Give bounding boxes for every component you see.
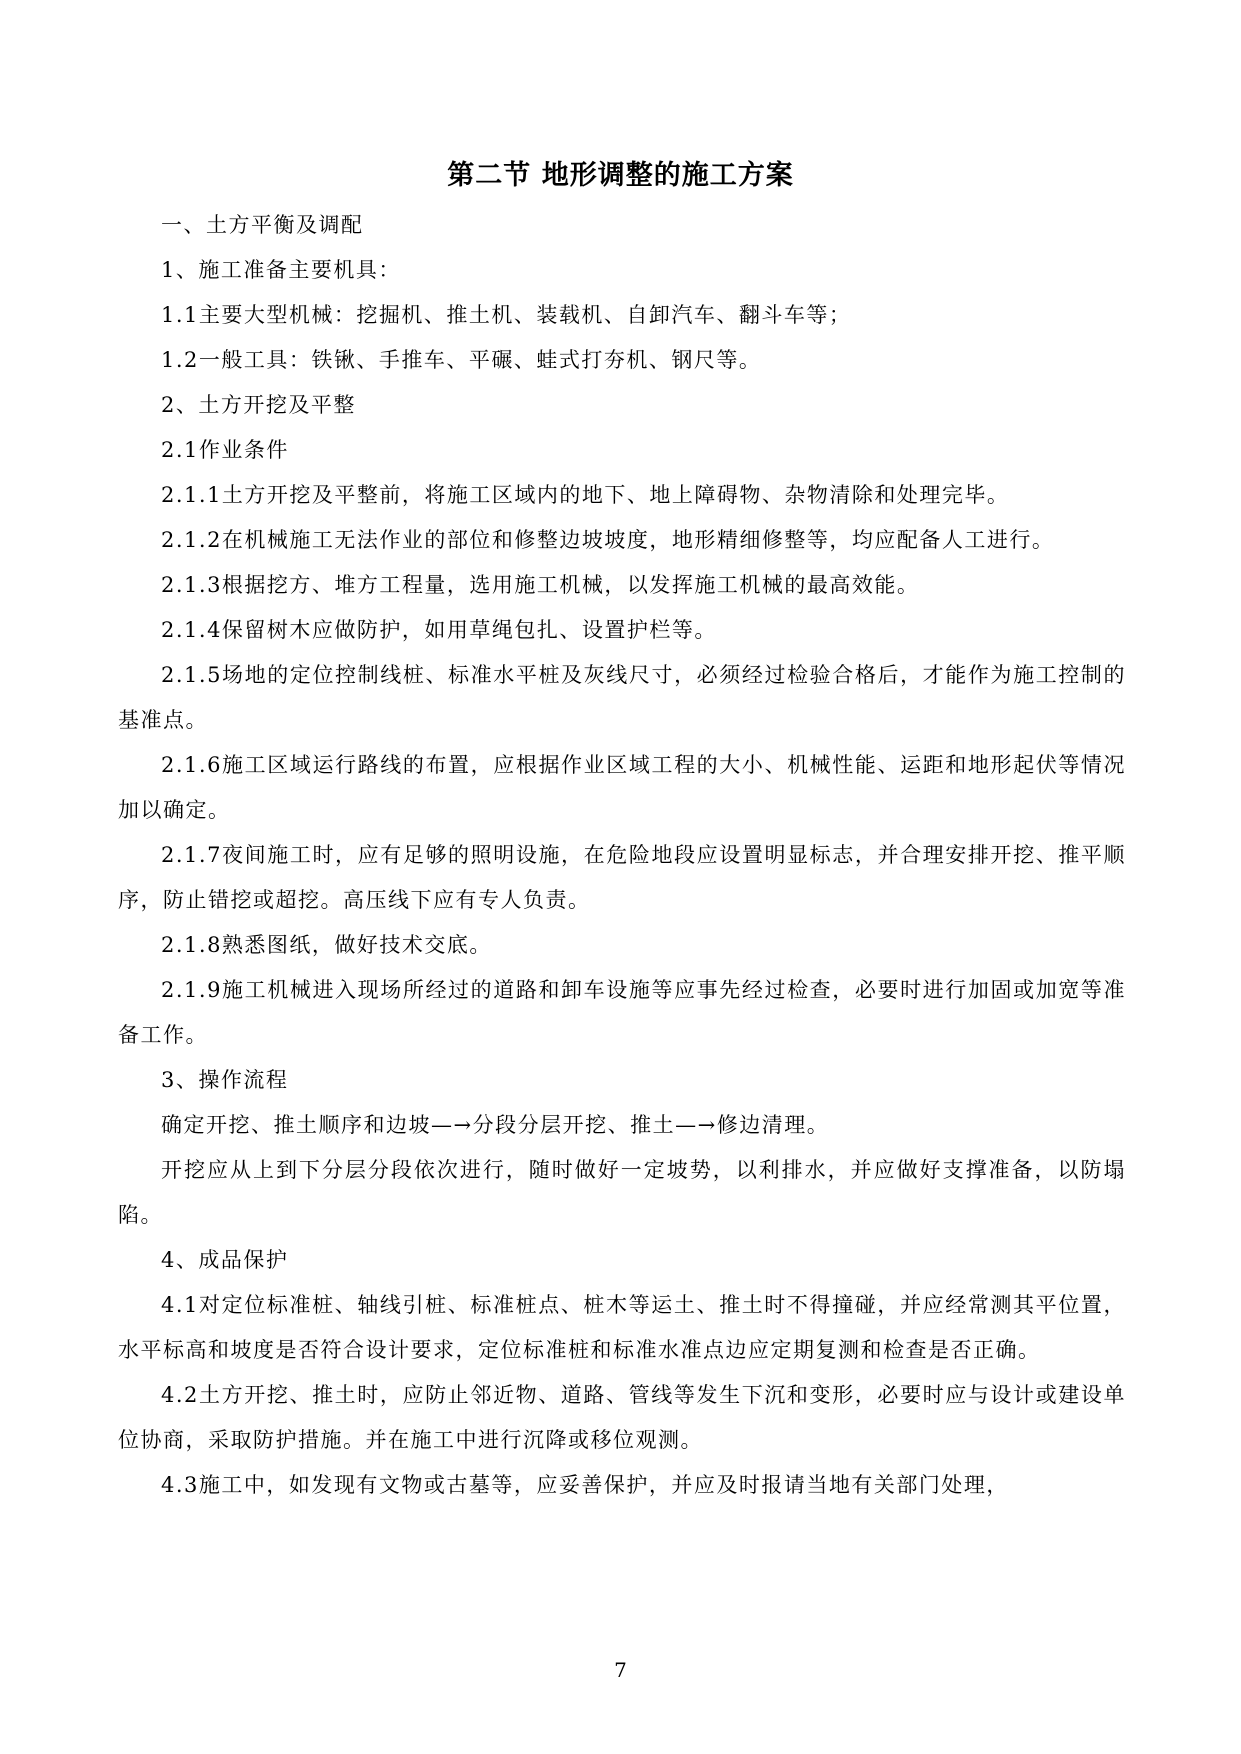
paragraph-flow-sequence: 确定开挖、推土顺序和边坡—→分段分层开挖、推土—→修边清理。 <box>161 1113 830 1137</box>
heading-earthwork-balance: 一、土方平衡及调配 <box>161 213 364 237</box>
paragraph-4-2: 4.2土方开挖、推土时，应防止邻近物、道路、管线等发生下沉和变形，必要时应与设计或建设单位协商，采取防护措施。并在施工中进行沉降或移位观测。 <box>118 1383 1126 1452</box>
paragraph-2-1-4: 2.1.4保留树木应做防护，如用草绳包扎、设置护栏等。 <box>161 618 717 642</box>
paragraph-2-1-9: 2.1.9施工机械进入现场所经过的道路和卸车设施等应事先经过检查，必要时进行加固或加宽等准备工作。 <box>118 978 1126 1047</box>
paragraph-2-1-7: 2.1.7夜间施工时，应有足够的照明设施，在危险地段应设置明显标志，并合理安排开挖、推平顺序，防止错挖或超挖。高压线下应有专人负责。 <box>118 843 1126 912</box>
paragraph-2-1-5: 2.1.5场地的定位控制线桩、标准水平桩及灰线尺寸，必须经过检验合格后，才能作为施工控制的基准点。 <box>118 663 1126 732</box>
heading-work-conditions: 2.1作业条件 <box>161 438 289 462</box>
paragraph-2-1-1: 2.1.1土方开挖及平整前，将施工区域内的地下、地上障碍物、杂物清除和处理完毕。 <box>161 483 1010 507</box>
paragraph-excavation-order: 开挖应从上到下分层分段依次进行，随时做好一定坡势，以利排水，并应做好支撑准备，以防塌陷。 <box>118 1158 1126 1227</box>
paragraph-4-1: 4.1对定位标准桩、轴线引桩、标准桩点、桩木等运土、推土时不得撞碰，并应经常测其平位置，水平标高和坡度是否符合设计要求，定位标准桩和标准水准点边应定期复测和检查是否正确。 <box>118 1293 1126 1362</box>
paragraph-large-machinery: 1.1主要大型机械：挖掘机、推土机、装载机、自卸汽车、翻斗车等； <box>161 303 852 327</box>
heading-excavation-leveling: 2、土方开挖及平整 <box>161 393 356 417</box>
heading-product-protection: 4、成品保护 <box>161 1248 289 1272</box>
heading-operation-flow: 3、操作流程 <box>161 1068 289 1092</box>
document-body <box>118 203 1126 1508</box>
page-number: 7 <box>614 1658 627 1682</box>
paragraph-2-1-3: 2.1.3根据挖方、堆方工程量，选用施工机械，以发挥施工机械的最高效能。 <box>161 573 920 597</box>
heading-main-equipment: 1、施工准备主要机具： <box>161 258 401 282</box>
paragraph-2-1-2: 2.1.2在机械施工无法作业的部位和修整边坡坡度，地形精细修整等，均应配备人工进行。 <box>161 528 1055 552</box>
paragraph-general-tools: 1.2一般工具：铁锹、手推车、平碾、蛙式打夯机、钢尺等。 <box>161 348 762 372</box>
section-title: 第二节 地形调整的施工方案 <box>447 160 794 191</box>
paragraph-2-1-8: 2.1.8熟悉图纸，做好技术交底。 <box>161 933 492 957</box>
paragraph-2-1-6: 2.1.6施工区域运行路线的布置，应根据作业区域工程的大小、机械性能、运距和地形起伏等情况加以确定。 <box>118 753 1126 822</box>
paragraph-4-3: 4.3施工中，如发现有文物或古墓等，应妥善保护，并应及时报请当地有关部门处理， <box>161 1473 1009 1497</box>
